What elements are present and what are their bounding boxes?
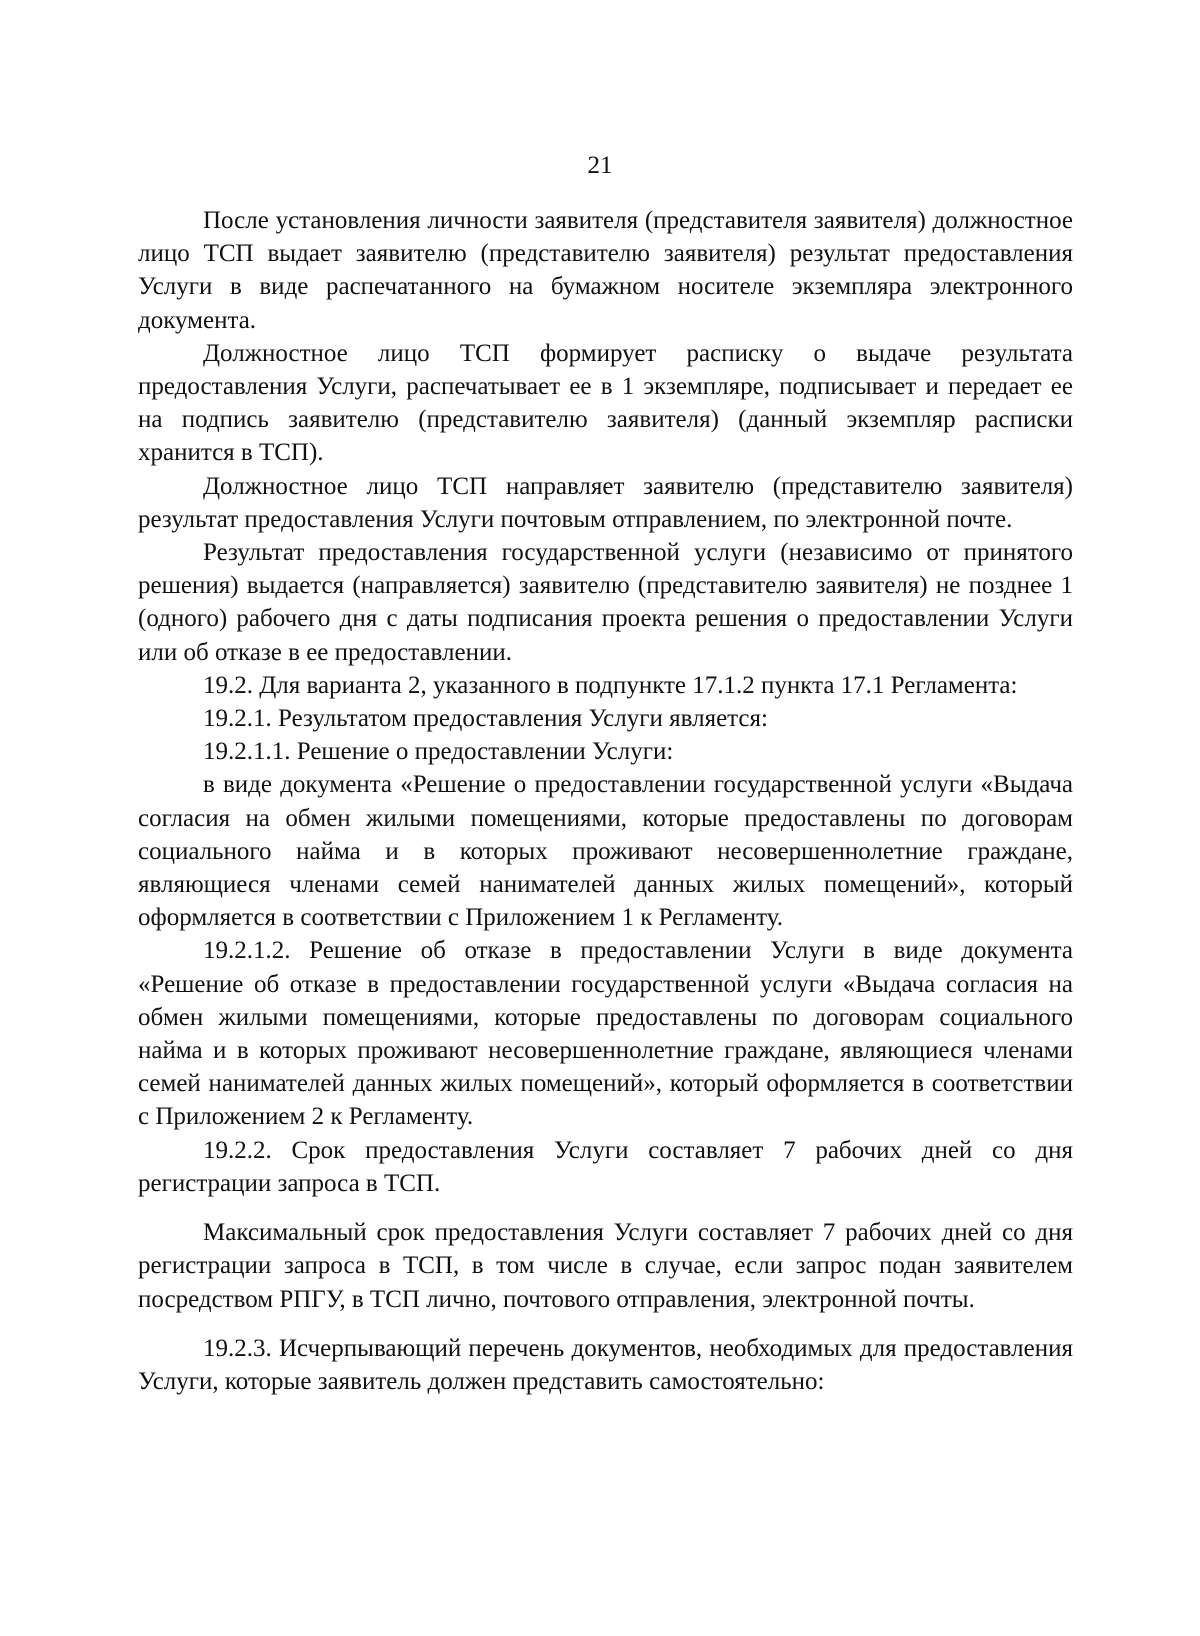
paragraph-mail-delivery: Должностное лицо ТСП направляет заявителю (представителю заявителя) результат предоставления Услуги почтовым отправлением, по электронной почте. bbox=[138, 472, 1073, 533]
paragraph-receipt: Должностное лицо ТСП формирует расписку о выдаче результата предоставления Услуги, распечатывает ее в 1 экземпляре, подписывает и передает ее на подпись заявителю (представителю заявителя) (данный экземпляр расписки хранится в ТСП). bbox=[138, 339, 1073, 467]
paragraph-identity-verified: После установления личности заявителя (представителя заявителя) должностное лицо ТСП выдает заявителю (представителю заявителя) результат предоставления Услуги в виде распечатанного на бумажном носителе экземпляра электронного документа. bbox=[138, 207, 1073, 334]
paragraph-19-2-2: 19.2.2. Срок предоставления Услуги составляет 7 рабочих дней со дня регистрации запроса в ТСП. bbox=[138, 1136, 1073, 1197]
paragraph-19-2-1-1: 19.2.1.1. Решение о предоставлении Услуги: bbox=[203, 738, 674, 766]
paragraph-result-deadline: Результат предоставления государственной услуги (независимо от принятого решения) выдается (направляется) заявителю (представителю заявителя) не позднее 1 (одного) рабочего дня с даты подписания проекта решения о предоставлении Услуги или об отказе в ее предоставлении. bbox=[138, 539, 1073, 666]
paragraph-19-2: 19.2. Для варианта 2, указанного в подпункте 17.1.2 пункта 17.1 Регламента: bbox=[203, 671, 1018, 699]
paragraph-19-2-3: 19.2.3. Исчерпывающий перечень документов, необходимых для предоставления Услуги, которые заявитель должен представить самостоятельно: bbox=[138, 1334, 1073, 1395]
paragraph-max-term: Максимальный срок предоставления Услуги составляет 7 рабочих дней со дня регистрации запроса в ТСП, в том числе в случае, если запрос подан заявителем посредством РПГУ, в ТСП лично, почтового отправления, электронной почты. bbox=[138, 1219, 1073, 1313]
page-number: 21 bbox=[587, 152, 613, 179]
paragraph-19-2-1-2: 19.2.1.2. Решение об отказе в предоставлении Услуги в виде документа «Решение об отказе в предоставлении государственной услуги «Выдача согласия на обмен жилыми помещениями, которые предоставлены по договорам социального найма и в которых проживают несовершеннолетние граждане, являющиеся членами семей нанимателей данных жилых помещений», который оформляется в соответствии с Приложением 2 к Регламенту. bbox=[138, 937, 1073, 1131]
paragraph-decision-document: в виде документа «Решение о предоставлении государственной услуги «Выдача согласия на обмен жилыми помещениями, которые предоставлены по договорам социального найма и в которых проживают несовершеннолетние граждане, являющиеся членами семей нанимателей данных жилых помещений», который оформляется в соответствии с Приложением 1 к Регламенту. bbox=[138, 771, 1073, 932]
paragraph-19-2-1: 19.2.1. Результатом предоставления Услуги является: bbox=[203, 705, 768, 733]
document-body bbox=[138, 204, 1073, 1398]
